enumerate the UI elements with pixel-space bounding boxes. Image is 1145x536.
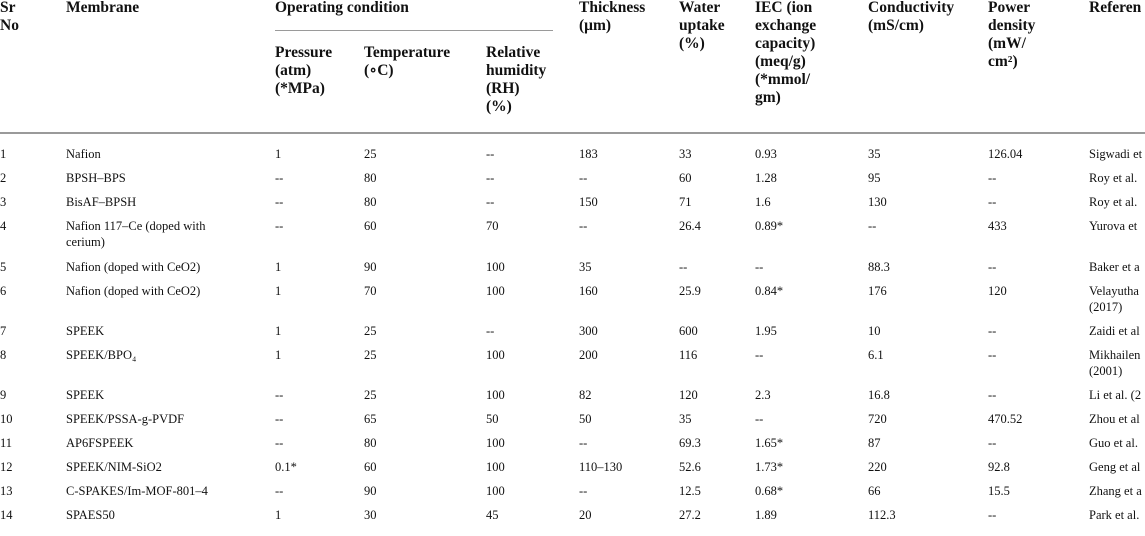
cell-ref-line: Baker et a bbox=[1089, 260, 1140, 274]
cell-sr: 6 bbox=[0, 284, 7, 298]
cell-thickness: 35 bbox=[579, 260, 592, 274]
cell-sr: 9 bbox=[0, 388, 7, 402]
cell-membrane bbox=[66, 508, 115, 523]
cell-power: 433 bbox=[988, 219, 1007, 233]
header-operating-condition-line: Operating condition bbox=[275, 0, 409, 16]
cell-ref-line: Zhou et al bbox=[1089, 412, 1140, 426]
cell-temperature: 80 bbox=[364, 171, 377, 185]
cell-sr: 13 bbox=[0, 484, 13, 498]
cell-cond: 88.3 bbox=[868, 260, 890, 274]
cell-rh: 100 bbox=[486, 436, 505, 450]
cell-water: 25.9 bbox=[679, 284, 701, 298]
header-power-density-line: cm²) bbox=[988, 53, 1018, 70]
cell-membrane-line: C-SPAKES/Im-MOF-801–4 bbox=[66, 484, 208, 498]
header-membrane bbox=[66, 0, 139, 17]
cell-ref bbox=[1089, 324, 1140, 339]
header-pressure-line: (atm) bbox=[275, 62, 312, 79]
cell-iec: -- bbox=[755, 348, 764, 362]
cell-pressure: -- bbox=[275, 436, 284, 450]
cell-cond: 176 bbox=[868, 284, 887, 298]
cell-power: -- bbox=[988, 324, 997, 338]
header-water-uptake-line: (%) bbox=[679, 35, 705, 52]
header-iec-line: capacity) bbox=[755, 35, 816, 52]
cell-rh: 45 bbox=[486, 508, 499, 522]
cell-temperature: 70 bbox=[364, 284, 377, 298]
cell-cond: -- bbox=[868, 219, 877, 233]
cell-water: -- bbox=[679, 260, 688, 274]
header-rule bbox=[0, 132, 1145, 134]
cell-iec: 1.65* bbox=[755, 436, 784, 450]
cell-thickness: 160 bbox=[579, 284, 598, 298]
cell-membrane-line: SPAES50 bbox=[66, 508, 115, 522]
header-water-uptake-line: Water bbox=[679, 0, 721, 16]
cell-rh: 100 bbox=[486, 348, 505, 362]
cell-cond: 35 bbox=[868, 147, 881, 161]
cell-ref bbox=[1089, 260, 1140, 275]
header-pressure bbox=[275, 44, 332, 98]
header-iec bbox=[755, 0, 816, 107]
cell-ref-line: Guo et al. bbox=[1089, 436, 1138, 450]
header-iec-line: (*mmol/ bbox=[755, 71, 811, 88]
cell-thickness: 20 bbox=[579, 508, 592, 522]
header-water-uptake-line: uptake bbox=[679, 17, 725, 34]
cell-membrane bbox=[66, 147, 101, 162]
cell-ref bbox=[1089, 171, 1137, 186]
cell-temperature: 25 bbox=[364, 388, 377, 402]
cell-ref-line: Zaidi et al bbox=[1089, 324, 1140, 338]
cell-cond: 87 bbox=[868, 436, 881, 450]
header-sr-no bbox=[0, 0, 19, 35]
cell-water: 26.4 bbox=[679, 219, 701, 233]
cell-ref-line: Velayutha bbox=[1089, 284, 1139, 298]
operating-condition-rule bbox=[275, 30, 553, 31]
cell-cond: 95 bbox=[868, 171, 881, 185]
cell-rh: 100 bbox=[486, 284, 505, 298]
cell-thickness: -- bbox=[579, 484, 588, 498]
header-relative-humidity-line: (RH) bbox=[486, 80, 520, 97]
cell-ref-line: Yurova et bbox=[1089, 219, 1138, 233]
cell-cond: 10 bbox=[868, 324, 881, 338]
cell-membrane-line: SPEEK bbox=[66, 324, 105, 338]
header-conductivity-line: Conductivity bbox=[868, 0, 955, 16]
cell-pressure: 1 bbox=[275, 508, 282, 522]
header-conductivity bbox=[868, 0, 954, 35]
cell-sr: 11 bbox=[0, 436, 13, 450]
cell-water: 12.5 bbox=[679, 484, 701, 498]
cell-ref-line: Roy et al. bbox=[1089, 171, 1138, 185]
cell-iec: -- bbox=[755, 412, 764, 426]
cell-temperature: 60 bbox=[364, 460, 377, 474]
cell-rh: 50 bbox=[486, 412, 499, 426]
cell-iec: 0.68* bbox=[755, 484, 784, 498]
cell-iec: 1.73* bbox=[755, 460, 784, 474]
cell-water: 33 bbox=[679, 147, 692, 161]
cell-iec: 1.95 bbox=[755, 324, 777, 338]
cell-ref bbox=[1089, 348, 1140, 380]
cell-sr: 4 bbox=[0, 219, 7, 233]
cell-ref bbox=[1089, 219, 1137, 234]
cell-ref-line: (2017) bbox=[1089, 300, 1123, 314]
cell-water: 71 bbox=[679, 195, 692, 209]
cell-ref-line: Geng et al bbox=[1089, 460, 1141, 474]
cell-rh: 70 bbox=[486, 219, 499, 233]
header-relative-humidity-line: Relative bbox=[486, 44, 541, 61]
cell-membrane bbox=[66, 195, 136, 210]
cell-rh: -- bbox=[486, 195, 495, 209]
cell-sr: 1 bbox=[0, 147, 7, 161]
cell-ref-line: Mikhailen bbox=[1089, 348, 1141, 362]
cell-iec: 0.93 bbox=[755, 147, 777, 161]
header-iec-line: gm) bbox=[755, 89, 781, 106]
cell-pressure: -- bbox=[275, 171, 284, 185]
cell-water: 120 bbox=[679, 388, 698, 402]
cell-membrane bbox=[66, 171, 126, 186]
cell-membrane-line: SPEEK/PSSA-g-PVDF bbox=[66, 412, 185, 426]
cell-power: -- bbox=[988, 348, 997, 362]
header-reference-line: Referen bbox=[1089, 0, 1142, 16]
cell-membrane bbox=[66, 324, 104, 339]
cell-water: 35 bbox=[679, 412, 692, 426]
cell-membrane bbox=[66, 260, 200, 275]
cell-ref bbox=[1089, 195, 1137, 210]
cell-ref bbox=[1089, 436, 1138, 451]
cell-ref bbox=[1089, 412, 1140, 427]
cell-sr: 5 bbox=[0, 260, 7, 274]
cell-temperature: 25 bbox=[364, 324, 377, 338]
cell-ref bbox=[1089, 284, 1139, 316]
cell-membrane-line: cerium) bbox=[66, 235, 105, 249]
cell-membrane-line: Nafion 117–Ce (doped with bbox=[66, 219, 206, 233]
cell-pressure: -- bbox=[275, 388, 284, 402]
cell-iec: 1.6 bbox=[755, 195, 771, 209]
cell-pressure: 0.1* bbox=[275, 460, 297, 474]
cell-water: 600 bbox=[679, 324, 698, 338]
header-reference bbox=[1089, 0, 1141, 17]
header-sr-no-line: Sr bbox=[0, 0, 16, 16]
cell-power: 15.5 bbox=[988, 484, 1010, 498]
cell-power: 92.8 bbox=[988, 460, 1010, 474]
cell-membrane bbox=[66, 348, 136, 363]
cell-cond: 66 bbox=[868, 484, 881, 498]
cell-iec: 0.84* bbox=[755, 284, 784, 298]
cell-sr: 7 bbox=[0, 324, 7, 338]
cell-power: -- bbox=[988, 388, 997, 402]
cell-temperature: 65 bbox=[364, 412, 377, 426]
header-power-density-line: (mW/ bbox=[988, 35, 1026, 52]
header-power-density-line: Power bbox=[988, 0, 1031, 16]
cell-rh: 100 bbox=[486, 460, 505, 474]
cell-power: -- bbox=[988, 508, 997, 522]
cell-rh: -- bbox=[486, 324, 495, 338]
cell-membrane-line: SPEEK/NIM-SiO2 bbox=[66, 460, 162, 474]
cell-cond: 130 bbox=[868, 195, 887, 209]
cell-temperature: 90 bbox=[364, 484, 377, 498]
cell-cond: 112.3 bbox=[868, 508, 896, 522]
cell-ref bbox=[1089, 460, 1140, 475]
cell-sr: 3 bbox=[0, 195, 7, 209]
cell-membrane bbox=[66, 284, 200, 299]
cell-cond: 6.1 bbox=[868, 348, 884, 362]
cell-pressure: -- bbox=[275, 219, 284, 233]
cell-membrane bbox=[66, 436, 133, 451]
cell-membrane-line: AP6FSPEEK bbox=[66, 436, 134, 450]
cell-membrane-line: SPEEK bbox=[66, 388, 105, 402]
cell-pressure: -- bbox=[275, 195, 284, 209]
header-temperature-line: (∘C) bbox=[364, 62, 394, 79]
cell-temperature: 90 bbox=[364, 260, 377, 274]
cell-ref-line: Roy et al. bbox=[1089, 195, 1138, 209]
cell-iec: 2.3 bbox=[755, 388, 771, 402]
header-thickness-line: (μm) bbox=[579, 17, 612, 34]
cell-thickness: 110–130 bbox=[579, 460, 623, 474]
cell-sr: 8 bbox=[0, 348, 7, 362]
header-thickness bbox=[579, 0, 645, 35]
cell-pressure: 1 bbox=[275, 348, 282, 362]
cell-sr: 2 bbox=[0, 171, 7, 185]
cell-thickness: 150 bbox=[579, 195, 598, 209]
cell-ref-line: (2001) bbox=[1089, 364, 1123, 378]
header-operating-condition bbox=[275, 0, 409, 17]
cell-membrane-line: Nafion bbox=[66, 147, 101, 161]
header-power-density-line: density bbox=[988, 17, 1036, 34]
cell-sr: 12 bbox=[0, 460, 13, 474]
cell-power: 126.04 bbox=[988, 147, 1023, 161]
cell-iec: -- bbox=[755, 260, 764, 274]
cell-thickness: 183 bbox=[579, 147, 598, 161]
cell-power: -- bbox=[988, 260, 997, 274]
cell-temperature: 60 bbox=[364, 219, 377, 233]
cell-temperature: 30 bbox=[364, 508, 377, 522]
cell-cond: 720 bbox=[868, 412, 887, 426]
cell-ref bbox=[1089, 508, 1139, 523]
cell-membrane bbox=[66, 388, 104, 403]
cell-power: 120 bbox=[988, 284, 1007, 298]
header-sr-no-line: No bbox=[0, 17, 19, 34]
cell-thickness: -- bbox=[579, 436, 588, 450]
cell-iec: 1.28 bbox=[755, 171, 777, 185]
cell-pressure: -- bbox=[275, 412, 284, 426]
header-thickness-line: Thickness bbox=[579, 0, 646, 16]
header-iec-line: exchange bbox=[755, 17, 817, 34]
cell-rh: 100 bbox=[486, 260, 505, 274]
header-membrane-line: Membrane bbox=[66, 0, 140, 16]
header-water-uptake bbox=[679, 0, 725, 53]
cell-membrane-line: BPSH–BPS bbox=[66, 171, 126, 185]
cell-cond: 220 bbox=[868, 460, 887, 474]
cell-ref-line: Zhang et a bbox=[1089, 484, 1142, 498]
cell-pressure: 1 bbox=[275, 284, 282, 298]
cell-temperature: 25 bbox=[364, 348, 377, 362]
cell-cond: 16.8 bbox=[868, 388, 890, 402]
cell-rh: -- bbox=[486, 171, 495, 185]
header-conductivity-line: (mS/cm) bbox=[868, 17, 924, 34]
cell-rh: 100 bbox=[486, 484, 505, 498]
cell-membrane-line: Nafion (doped with CeO2) bbox=[66, 284, 201, 298]
cell-ref bbox=[1089, 388, 1141, 403]
cell-power: -- bbox=[988, 171, 997, 185]
cell-power: 470.52 bbox=[988, 412, 1023, 426]
cell-sr: 14 bbox=[0, 508, 13, 522]
cell-ref-line: Park et al. bbox=[1089, 508, 1140, 522]
cell-iec: 0.89* bbox=[755, 219, 784, 233]
cell-water: 69.3 bbox=[679, 436, 701, 450]
cell-pressure: -- bbox=[275, 484, 284, 498]
cell-temperature: 80 bbox=[364, 436, 377, 450]
cell-sr: 10 bbox=[0, 412, 13, 426]
cell-thickness: 300 bbox=[579, 324, 598, 338]
cell-ref-line: Sigwadi et bbox=[1089, 147, 1143, 161]
header-relative-humidity-line: humidity bbox=[486, 62, 547, 79]
cell-thickness: 50 bbox=[579, 412, 592, 426]
cell-thickness: -- bbox=[579, 171, 588, 185]
cell-membrane bbox=[66, 460, 162, 475]
cell-rh: -- bbox=[486, 147, 495, 161]
cell-temperature: 80 bbox=[364, 195, 377, 209]
cell-pressure: 1 bbox=[275, 260, 282, 274]
cell-power: -- bbox=[988, 195, 997, 209]
cell-water: 52.6 bbox=[679, 460, 701, 474]
cell-membrane bbox=[66, 484, 208, 499]
cell-membrane bbox=[66, 219, 205, 251]
cell-rh: 100 bbox=[486, 388, 505, 402]
cell-water: 60 bbox=[679, 171, 692, 185]
cell-temperature: 25 bbox=[364, 147, 377, 161]
header-pressure-line: Pressure bbox=[275, 44, 333, 61]
cell-power: -- bbox=[988, 436, 997, 450]
cell-membrane bbox=[66, 412, 184, 427]
header-pressure-line: (*MPa) bbox=[275, 80, 325, 97]
cell-membrane-line: Nafion (doped with CeO2) bbox=[66, 260, 201, 274]
cell-thickness: 82 bbox=[579, 388, 592, 402]
cell-ref-line: Li et al. (2 bbox=[1089, 388, 1142, 402]
cell-thickness: -- bbox=[579, 219, 588, 233]
cell-thickness: 200 bbox=[579, 348, 598, 362]
cell-ref bbox=[1089, 147, 1142, 162]
cell-iec: 1.89 bbox=[755, 508, 777, 522]
header-iec-line: (meq/g) bbox=[755, 53, 806, 70]
cell-ref bbox=[1089, 484, 1142, 499]
cell-pressure: 1 bbox=[275, 324, 282, 338]
header-power-density bbox=[988, 0, 1035, 71]
header-temperature-line: Temperature bbox=[364, 44, 451, 61]
header-relative-humidity-line: (%) bbox=[486, 98, 512, 115]
header-temperature bbox=[364, 44, 450, 80]
cell-membrane-line: BisAF–BPSH bbox=[66, 195, 137, 209]
cell-pressure: 1 bbox=[275, 147, 282, 161]
cell-water: 116 bbox=[679, 348, 698, 362]
cell-water: 27.2 bbox=[679, 508, 701, 522]
header-iec-line: IEC (ion bbox=[755, 0, 813, 16]
header-relative-humidity bbox=[486, 44, 546, 116]
cell-membrane-line: SPEEK/BPO₄ bbox=[66, 348, 137, 362]
